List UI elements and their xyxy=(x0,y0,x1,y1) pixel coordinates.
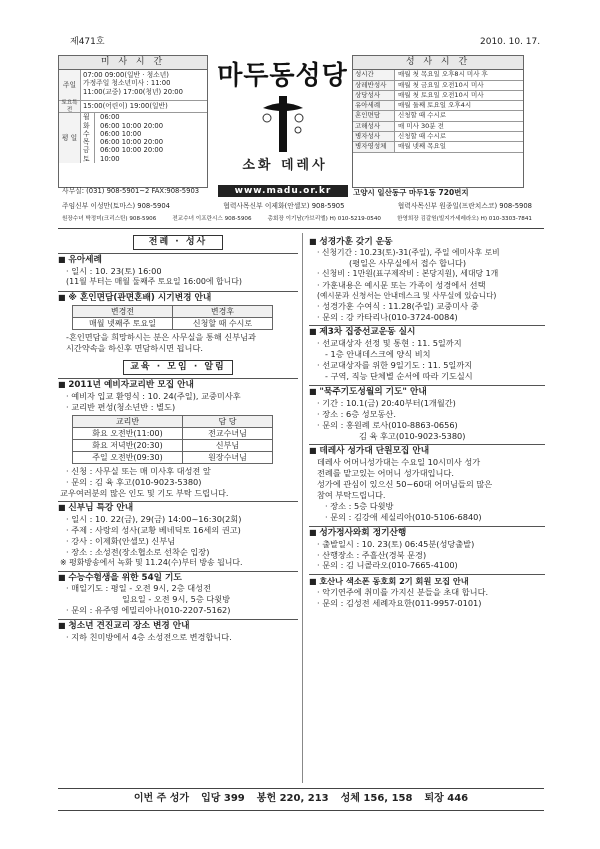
table-cell: 신청할 때 수시로 xyxy=(173,318,273,330)
hymn-entrance: 입당 399 xyxy=(201,793,245,804)
notice-line: · 매일기도 : 평일 - 오전 9시, 2층 대성전 xyxy=(66,583,211,594)
left-column xyxy=(58,233,298,643)
sacrament-value: 신청할 때 수시로 xyxy=(398,111,447,120)
notice-line: 김 육 후고(010-9023-5380) xyxy=(359,430,466,441)
notice-line: · 신청 : 사무실 또는 매 미사후 대성전 앞 xyxy=(66,466,211,477)
notice-line: (예시문과 신청서는 안내데스크 및 사무실에 있습니다) xyxy=(317,290,497,300)
sacrament-label: 고해성사 xyxy=(353,122,395,131)
notice-title: ■ 호산나 색소폰 동호회 2기 회원 모집 안내 xyxy=(309,574,545,587)
day-label: 화 xyxy=(83,121,90,130)
notice-line: 일요일 - 오전 9시, 5층 다윗방 xyxy=(122,594,231,605)
hymn-recessional: 퇴장 446 xyxy=(424,793,469,804)
sacrament-label: 상당성사 xyxy=(353,91,395,100)
notice-line: - 구역, 직능 단체별 순서에 따라 기도실시 xyxy=(325,371,473,382)
church-address: 고양시 일산동구 마두1동 720번지 xyxy=(353,188,469,197)
notice-line: · 예비자 입교 환영식 : 10. 24(주일), 교중미사후 xyxy=(66,391,241,402)
notice-line: - 1층 안내데스크에 양식 비치 xyxy=(325,349,431,360)
notice-line: · 지하 친미방에서 4층 소성전으로 변경합니다. xyxy=(66,632,232,643)
sacrament-label: 병자성사 xyxy=(353,132,395,141)
issue-number: 제471호 xyxy=(70,37,105,47)
sacrament-value: 매월 첫 토요일 오전10시 미사 xyxy=(398,90,484,99)
day-label: 수 xyxy=(83,129,90,138)
notice-line: · 산행장소 : 주흘산(경북 문경) xyxy=(317,549,427,560)
notice-title: ■ 성경가훈 갖기 운동 xyxy=(309,236,545,248)
mass-row-label: 주일 xyxy=(59,70,81,100)
day-times: 06:00 xyxy=(100,113,120,122)
table-cell: 주일 오전반(09:30) xyxy=(73,452,183,464)
notice-title: ■ 신부님 특강 안내 xyxy=(58,501,298,514)
notice-title: ■ ※ 혼인면담(관면혼배) 시기변경 안내 xyxy=(58,291,298,304)
staff-contact-row xyxy=(62,216,532,223)
notice-line: · 악기연주에 취미를 가지신 분들을 초대 합니다. xyxy=(317,587,489,598)
issue-date: 2010. 10. 17. xyxy=(480,37,541,47)
day-label: 목 xyxy=(83,138,90,147)
weekday-label: 평 일 xyxy=(59,113,81,163)
clergy-contact-row xyxy=(62,202,532,210)
table-header: 변경전 xyxy=(73,306,173,318)
hymn-label: 이번 주 성가 xyxy=(133,793,190,804)
notice-line: · 가훈내용은 예시문 또는 가족이 성경에서 선택 xyxy=(317,279,486,290)
sacrament-value: 매월 첫 금요일 오전10시 미사 xyxy=(398,80,484,89)
table-cell: 원장수녀님 xyxy=(183,452,273,464)
notice-line: 교우여러분의 많은 인도 및 기도 부탁 드립니다. xyxy=(60,487,229,498)
church-name: 마두동성당 xyxy=(217,61,348,91)
table-header: 변경후 xyxy=(173,306,273,318)
sacrament-times-title: 성 사 시 간 xyxy=(353,56,523,70)
notice-title: ■ 청소년 견진교리 장소 변경 안내 xyxy=(58,619,298,632)
notice-line: · 주제 : 사랑의 성사(교황 베네딕토 16세의 권고) xyxy=(66,525,241,535)
hymn-communion: 성체 156, 158 xyxy=(340,793,413,804)
notice-line: · 신청기간 : 10.23(토)-31(주일), 주일 에미사후 로비 xyxy=(317,247,500,257)
notice-line: · 강사 : 이제화(안셀모) 신부님 xyxy=(66,535,176,546)
contact-entry: 협력사목신부 원종일(프란치스코) 908-5908 xyxy=(397,202,532,210)
wedding-change-table xyxy=(72,305,273,330)
office-contact: 사무실: (031) 908-5901~2 FAX:908-5903 xyxy=(62,187,200,195)
sacrament-label: 상레반성사 xyxy=(353,81,395,90)
notice-line: · 출발일시 : 10. 23(토) 06:45분(성당출발) xyxy=(317,538,475,549)
mass-times-title: 미 사 시 간 xyxy=(59,56,207,70)
column-divider xyxy=(302,233,303,783)
right-column xyxy=(309,233,545,609)
header-divider xyxy=(58,228,544,229)
notice-line: 데레사 어머니성가대는 수요일 10시미사 성가 xyxy=(317,457,481,468)
contact-entry: 한영희장 김갈원(빌지가세레라오) H) 010-3303-7841 xyxy=(397,216,532,222)
notice-title: ■ "묵주기도성월의 기도" 안내 xyxy=(309,385,545,398)
table-header: 담 당 xyxy=(183,416,273,428)
notice-title: ■ 성가정사와회 정기산행 xyxy=(309,526,545,539)
notice-title: ■ 유아세례 xyxy=(58,253,298,266)
notice-line: · 장소 : 6층 성모동산. xyxy=(317,408,396,419)
table-cell: 화요 저녁반(20:30) xyxy=(73,440,183,452)
notice-line: -혼인면담을 희망하시는 분은 사무실을 통해 신부님과 xyxy=(66,332,256,343)
mass-row-value: 15:00(어린이) 19:00(일반) xyxy=(83,102,168,111)
sacrament-value: 신청할 때 수시로 xyxy=(398,132,447,141)
day-times: 06:00 10:00 20:00 xyxy=(100,146,164,155)
notice-line: · 성경가훈 수여식 : 11.28(주일) 교중미사 중 xyxy=(317,300,479,311)
section-heading-liturgy: 전례 · 성사 xyxy=(133,235,223,250)
mass-times-box xyxy=(58,55,208,188)
notice-line: · 문의 : 강 카타리나(010-3724-0084) xyxy=(317,311,458,322)
notice-title: ■ 제3차 집중선교운동 실시 xyxy=(309,325,545,338)
mass-row-value: 07:00 09:00(일반 · 청소년) 가정주일 청소년미사 : 11:00 11:00(교중) 17:00(청년) 20:00 xyxy=(83,71,183,96)
notice-line: · 일시 : 10. 23(토) 16:00 xyxy=(66,266,162,277)
day-label: 토 xyxy=(83,154,90,163)
notice-line: · 신청비 : 1만원(표구제작비 : 본당지원), 세대당 1개 xyxy=(317,269,499,279)
sacrament-value: 매 미사 30분 전 xyxy=(398,121,444,130)
table-cell: 전교수녀님 xyxy=(183,428,273,440)
table-cell: 매월 넷째주 토요일 xyxy=(73,318,173,330)
cross-logo-icon xyxy=(258,94,308,154)
section-heading-education: 교육 · 모임 · 알림 xyxy=(123,360,233,375)
mass-row-label: 토요특전 xyxy=(59,101,81,112)
contact-entry: 원장수녀 박정미(크리스틴) 908-5906 xyxy=(62,216,157,222)
contact-entry: 주임신부 이성만(토마스) 908-5904 xyxy=(62,202,171,210)
sacrament-value: 매월 첫 목요일 오후8시 미사 후 xyxy=(398,70,488,79)
notice-line: · 일시 : 10. 22(금), 29(금) 14:00~16:30(2회) xyxy=(66,514,242,525)
notice-line: · 선교대상자 선정 및 통현 : 11. 5일까지 xyxy=(317,338,462,349)
notice-line: · 선교대상자를 위한 9일기도 : 11. 5일까지 xyxy=(317,360,473,371)
notice-line: ※ 평화방송에서 녹화 및 11.24(수)부터 방송 됩니다. xyxy=(60,557,243,567)
sacrament-value: 매월 둘째 토요일 오후4시 xyxy=(398,101,472,110)
table-cell: 화요 오전반(11:00) xyxy=(73,428,183,440)
notice-line: · 문의 : 김성전 세례자요한(011-9957-0101) xyxy=(317,598,482,609)
table-cell: 신부님 xyxy=(183,440,273,452)
notice-line: 시간약속을 하신후 면담하시면 됩니다. xyxy=(66,343,203,354)
sacrament-label: 유아세례 xyxy=(353,101,395,110)
notice-title: ■ 2011년 예비자교리반 모집 안내 xyxy=(58,378,298,391)
notice-line: (평일은 사무실에서 접수 합니다) xyxy=(349,258,467,269)
contact-entry: 전교수녀 이프란시스 908-5906 xyxy=(172,216,252,222)
day-times: 10:00 xyxy=(100,154,120,163)
sacrament-label: 병자영성체 xyxy=(353,142,395,151)
notice-line: 성가에 관심이 있으신 50~60대 어머님들의 많은 xyxy=(317,479,493,490)
notice-line: · 문의 : 김 육 후고(010-9023-5380) xyxy=(66,477,202,488)
sacrament-times-box xyxy=(352,55,524,188)
notice-line: · 교리반 편성(청소년반 : 별도) xyxy=(66,402,176,413)
notice-line: 전례를 맡고있는 어머니 성가대입니다. xyxy=(317,468,454,479)
notice-title: ■ 데레사 성가대 단원모집 안내 xyxy=(309,444,545,457)
hymn-footer xyxy=(58,788,544,811)
catechism-class-table xyxy=(72,415,273,464)
notice-line: 참여 부탁드립니다. xyxy=(317,490,386,501)
table-header: 교리반 xyxy=(73,416,183,428)
day-label: 금 xyxy=(83,146,90,155)
weekday-mass xyxy=(59,113,207,163)
sacrament-value: 매월 넷째 목요일 xyxy=(398,142,447,151)
notice-line: · 기간 : 10.1(금) 20:40부터(1개월간) xyxy=(317,397,456,408)
notice-line: · 문의 : 김 니콜라오(010-7665-4100) xyxy=(317,560,458,571)
contact-entry: 총회장 이기남(가브리엘) H) 010-5219-0540 xyxy=(267,216,381,222)
day-times: 06:00 10:00 20:00 xyxy=(100,138,164,147)
notice-line: · 문의 : 홍원례 로사(010-8863-0656) xyxy=(317,419,458,430)
day-times: 06:00 10:00 xyxy=(100,129,142,138)
hymn-offertory: 봉헌 220, 213 xyxy=(256,793,329,804)
notice-title: ■ 수능수험생을 위한 54일 기도 xyxy=(58,571,298,584)
patron-name: 소화 데레사 xyxy=(242,158,328,173)
notice-line: · 문의 : 유주영 에밀리아나(010-2207-5162) xyxy=(66,605,231,616)
website-link[interactable]: www.madu.or.kr xyxy=(218,185,348,197)
sacrament-label: 혼인면담 xyxy=(353,111,395,120)
contact-entry: 협력사목신부 이제화(안셀모) 908-5905 xyxy=(223,202,345,210)
notice-line: · 장소 : 소성전(장소협소로 선착순 입장) xyxy=(66,546,210,557)
notice-line: · 문의 : 김강애 세실리아(010-5106-6840) xyxy=(325,511,482,522)
sacrament-label: 성시간 xyxy=(353,70,395,79)
day-times: 06:00 10:00 20:00 xyxy=(100,121,164,130)
notice-line: (11월 부터는 매월 둘째주 토요일 16:00에 합니다) xyxy=(66,277,242,287)
notice-line: · 장소 : 5층 다윗방 xyxy=(325,500,394,511)
day-label: 월 xyxy=(83,113,90,122)
